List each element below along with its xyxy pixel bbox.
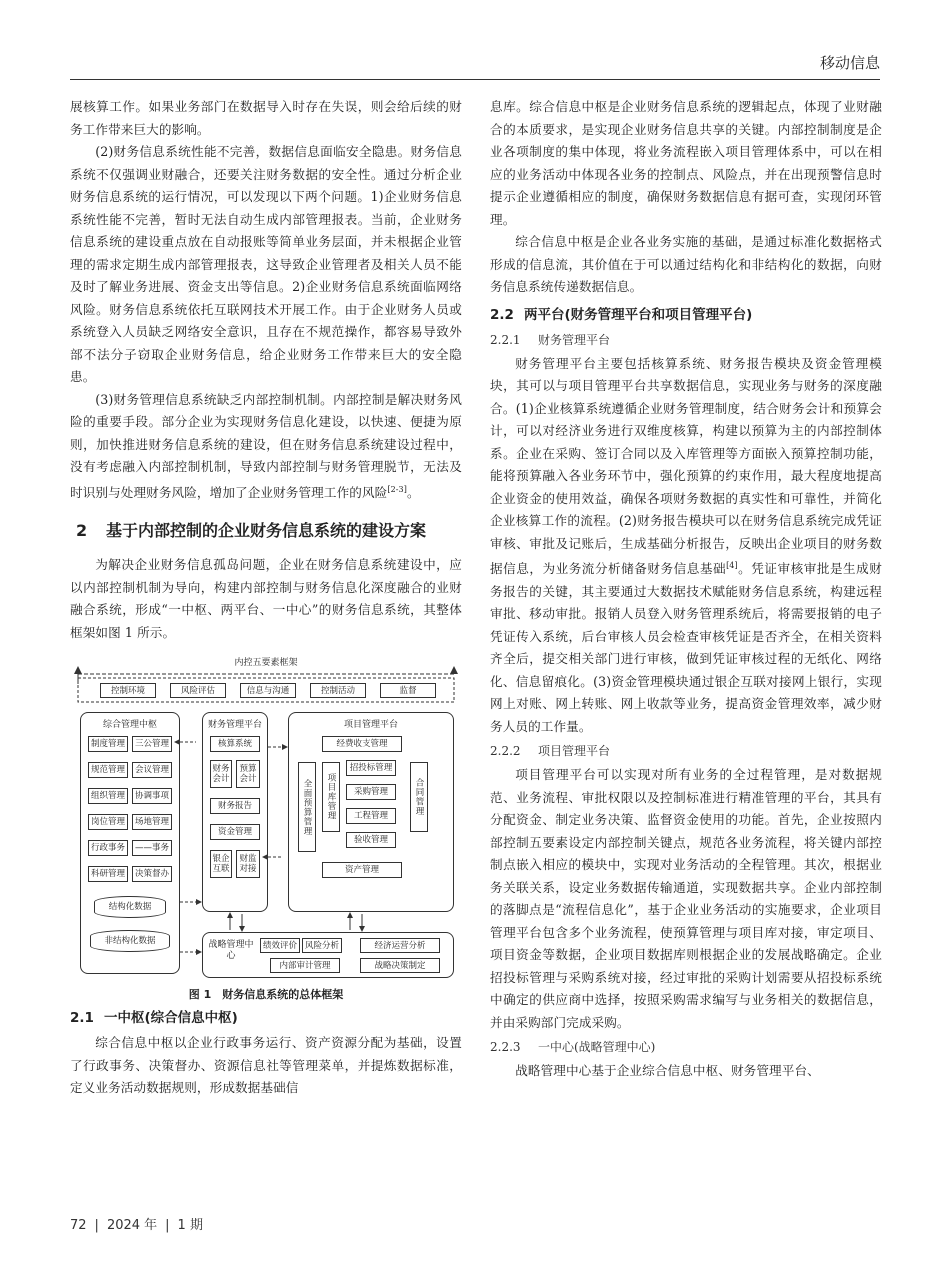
journal-title: 移动信息	[819, 54, 880, 72]
subsubsection-number: 2.2.2	[490, 744, 521, 759]
subsubsection-heading	[490, 1036, 882, 1058]
hub-item: 规范管理	[88, 762, 128, 778]
strategy-item: 战略决策制定	[360, 958, 440, 973]
element-box: 控制环境	[100, 683, 156, 698]
section-number: 2	[76, 521, 88, 541]
paragraph-text: (3)财务管理信息系统缺乏内部控制机制。内部控制是解决财务风险的重要手段。部分企业为实现财务信息化建设，以快速、便捷为原则，加快推进财务信息系统的建设，但在财务信息系统建设过程中，没有考虑融入内部控制机制，导致内部控制与财务管理脱节，无法及时识别与处理财务风险，增加了企业财务管理工作的风险	[70, 391, 462, 500]
finance-item: 银企互联	[210, 850, 232, 878]
element-box: 监督	[380, 683, 436, 698]
paragraph	[70, 389, 462, 505]
subsubsection-title: 项目管理平台	[538, 744, 611, 759]
page-header	[70, 40, 880, 80]
subsubsection-number: 2.2.3	[490, 1040, 521, 1055]
project-item: 验收管理	[346, 832, 396, 848]
paragraph: 战略管理中心基于企业综合信息中枢、财务管理平台、	[515, 1063, 820, 1079]
left-column	[70, 96, 462, 1100]
paragraph: 综合信息中枢以企业行政事务运行、资产资源分配为基础，设置了行政事务、决策督办、资源信息社等管理菜单，并提炼数据标准，定义业务活动数据规则，形成数据基础信	[70, 1035, 462, 1096]
paragraph: 项目管理平台可以实现对所有业务的全过程管理，是对数据规范、业务流程、审批权限以及控制标准进行精准管理的平台，其具有分配资金、制定业务决策、监督资金使用的功能。首先，企业按照内部控制五要素设定内部控制关键点，规范各业务流程，将关键内部控制点嵌入相应的模块中，实现对业务活动的全程管理。其次，根据业务关联关系，设定业务数据传输通道，实现数据共享。企业内部控制的落脚点是“流程信息化”，基于企业业务活动的实施要求，企业项目管理平台包含多个业务流程，使预算管理与项目库对接，审定项目、项目资金等数据，企业项目数据库则根据企业的发展战略确定。企业招投标管理与采购系统对接，经过审批的采购计划需要从招投标系统中确定的供应商中选择，按照采购需求编写与业务相关的数据信息，并由采购部门完成采购。	[490, 767, 882, 1030]
strategy-label: 战略管理中心	[208, 940, 254, 962]
citation: [4]	[726, 561, 738, 570]
project-item: 工程管理	[346, 808, 396, 824]
project-item: 招投标管理	[346, 760, 396, 776]
paragraph: 展核算工作。如果业务部门在数据导入时存在失误，则会给后续的财务工作带来巨大的影响。	[70, 99, 462, 137]
project-label: 项目管理平台	[343, 720, 398, 731]
paragraph: (2)财务信息系统性能不完善，数据信息面临安全隐患。财务信息系统不仅强调业财融合，还要关注财务数据的安全性。通过分析企业财务信息系统的运行情况，可以发现以下两个问题。1)企业财务信息系统性能不完善，暂时无法自动生成内部管理报表。当前，企业财务信息系统的建设重点放在自动报账等简单业务层面，并未根据企业管理的需求定期生成内部管理报表，这导致企业管理者及相关人员不能及时了解业务进展、资金支出等信息。2)企业财务信息系统面临网络风险。财务信息系统依托互联网技术开展工作。由于企业财务人员或系统登入人员缺乏网络安全意识，且存在不规范操作，都容易导致外部不法分子窃取企业财务信息，给企业财务工作带来巨大的安全隐患。	[70, 144, 462, 384]
page-number: 72	[70, 1218, 87, 1233]
paragraph-text: 。凭证审核审批是生成财务报告的关键，其主要通过大数据技术赋能财务信息系统，构建远程审批、移动审批。报销人员登入财务管理系统后，将需要报销的电子凭证传入系统，后台审核人员会检查审核凭证是否齐全，在相关资料齐全后，提交相关部门进行审核，做到凭证审核过程的无纸化、网络化、信息留痕化。(3)资金管理模块通过银企互联对接网上银行，实现网上对账、网上转账、网上收款等业务，提高资金管理效率，减少财务人员的工作量。	[490, 561, 882, 734]
citation: [2-3]	[387, 484, 407, 494]
paragraph: 综合信息中枢是企业各业务实施的基础，是通过标准化数据格式形成的信息流，其价值在于可以通过结构化和非结构化的数据，向财务信息系统传递数据信息。	[490, 234, 882, 294]
element-box: 控制活动	[310, 683, 366, 698]
paragraph	[490, 353, 882, 739]
finance-label: 财务管理平台	[207, 720, 262, 731]
subsubsection-heading	[490, 740, 882, 762]
hub-item: 场地管理	[132, 814, 172, 830]
hub-label: 综合管理中枢	[102, 720, 157, 731]
hub-item: ——事务	[132, 840, 172, 856]
hub-item: 科研管理	[88, 866, 128, 882]
hub-item: 协调事项	[132, 788, 172, 804]
framework-label: 内控五要素框架	[234, 658, 298, 669]
subsubsection-heading	[490, 329, 882, 351]
project-item: 项目库管理	[322, 762, 340, 832]
database-icon: 结构化数据	[94, 896, 166, 918]
section-heading	[70, 518, 462, 544]
project-item: 全面预算管理	[298, 762, 316, 852]
hub-item: 岗位管理	[88, 814, 128, 830]
finance-item: 资金管理	[210, 824, 260, 840]
finance-item: 财务报告	[210, 798, 260, 814]
project-item: 采购管理	[346, 784, 396, 800]
project-item: 资产管理	[322, 862, 402, 878]
paragraph: 为解决企业财务信息孤岛问题，企业在财务信息系统建设中，应以内部控制机制为导向，构建内部控制与财务信息化深度融合的业财融合系统，形成“一中枢、两平台、一中心”的财务信息系统，其整体框架如图 1 所示。	[70, 557, 462, 640]
strategy-item: 绩效评价	[260, 938, 300, 953]
subsubsection-title: 财务管理平台	[538, 332, 611, 347]
page-footer: 72 | 2024 年 | 1 期	[70, 1218, 203, 1233]
subsection-number: 2.1	[70, 1010, 94, 1027]
paragraph-text: 财务管理平台主要包括核算系统、财务报告模块及资金管理模块，其可以与项目管理平台共享数据信息，实现业务与财务的深度融合。(1)企业核算系统遵循企业财务管理制度，结合财务会计和预算会计，可以对经济业务进行双维度核算，构建以预算为主的内部控制体系。企业在采购、签订合同以及入库管理等方面嵌入预算控制功能，能将预算融入各业务环节中，强化预算的约束作用，最大程度地提高企业资金的使用效益，确保各项财务数据的真实性和可靠性，并简化企业核算工作的流程。(2)财务报告模块可以在财务信息系统完成凭证审核、审批及记账后，生成基础分析报告，反映出企业项目的财务数据信息，为业务流分析储备财务信息基础	[490, 355, 882, 577]
project-item: 合同管理	[410, 762, 428, 832]
strategy-item: 内部审计管理	[270, 958, 340, 973]
hub-item: 组织管理	[88, 788, 128, 804]
database-icon: 非结构化数据	[90, 930, 170, 952]
subsection-heading	[70, 1006, 462, 1030]
subsection-title: 两平台(财务管理平台和项目管理平台)	[524, 306, 753, 323]
finance-item: 预算会计	[236, 760, 260, 788]
element-box: 信息与沟通	[240, 683, 296, 698]
right-column	[490, 96, 882, 1083]
framework-figure	[70, 652, 462, 982]
figure-caption: 图 1 财务信息系统的总体框架	[188, 988, 344, 1002]
hub-item: 行政事务	[88, 840, 128, 856]
finance-item: 核算系统	[210, 736, 260, 752]
subsection-number: 2.2	[490, 306, 514, 323]
finance-item: 财监对接	[236, 850, 260, 878]
strategy-item: 风险分析	[302, 938, 342, 953]
footer-year: 2024 年	[106, 1218, 158, 1233]
hub-item: 制度管理	[88, 736, 128, 752]
footer-issue: 1 期	[177, 1218, 203, 1233]
subsubsection-number: 2.2.1	[490, 332, 521, 347]
hub-item: 三公管理	[132, 736, 172, 752]
paragraph-end: 。	[406, 484, 420, 500]
project-item: 经费收支管理	[322, 736, 402, 752]
element-box: 风险评估	[170, 683, 226, 698]
subsection-title: 一中枢(综合信息中枢)	[104, 1010, 238, 1027]
hub-item: 决策督办	[132, 866, 172, 882]
finance-item: 财务会计	[210, 760, 232, 788]
subsubsection-title: 一中心(战略管理中心)	[538, 1040, 656, 1055]
hub-item: 会议管理	[132, 762, 172, 778]
subsection-heading	[490, 303, 882, 327]
section-title: 基于内部控制的企业财务信息系统的建设方案	[106, 521, 427, 541]
paragraph: 息库。综合信息中枢是企业财务信息系统的逻辑起点，体现了业财融合的本质要求，是实现企业财务信息共享的关键。内部控制制度是企业各项制度的集中体现，将业务流程嵌入项目管理体系中，可以在相应的业务活动中体现各业务的控制点、风险点，并在出现预警信息时提示企业遵循相应的制度，确保财务数据信息有据可查，实现闭环管理。	[490, 99, 882, 227]
strategy-item: 经济运营分析	[360, 938, 440, 953]
